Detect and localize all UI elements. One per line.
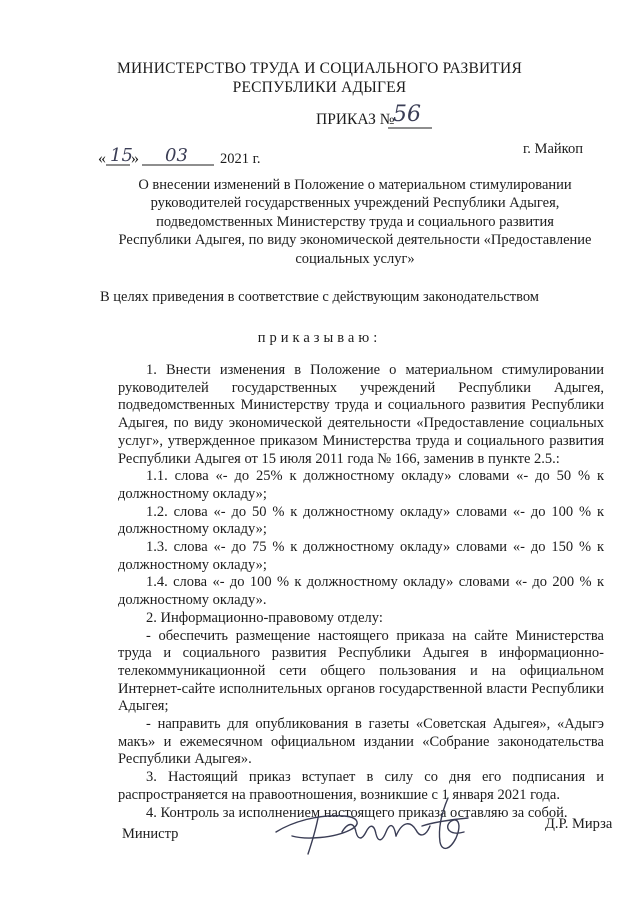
paragraph-4: 4. Контроль за исполнением настоящего приказа оставляю за собой. xyxy=(146,804,568,821)
date-underline xyxy=(106,164,216,168)
paragraph-1-1: 1.1. слова «- до 25% к должностному окладу» словами «- до 50 % к должностному окладу»; xyxy=(118,468,604,502)
order-word: приказываю: xyxy=(257,330,382,346)
date-close-quote: » xyxy=(131,150,139,167)
paragraph-2: 2. Информационно-правовому отделу: xyxy=(146,609,383,626)
paragraph-2-item-2: - направить для опубликования в газеты «Советская Адыгея», «Адыгэ макъ» и ежемесячном официальном издании «Собрание законодательства Республики Адыгея». xyxy=(118,716,604,768)
signatory-name: Д.Р. Мирза xyxy=(545,816,613,832)
paragraph-1-3: 1.3. слова «- до 75 % к должностному окладу» словами «- до 150 % к должностному окладу»; xyxy=(118,539,604,573)
handwritten-signature xyxy=(272,792,472,862)
paragraph-3: 3. Настоящий приказ вступает в силу со дня его подписания и распространяется на правоотношения, возникшие с 1 января 2021 года. xyxy=(118,769,604,803)
order-number-underline xyxy=(388,127,434,131)
paragraph-2-item-1: - обеспечить размещение настоящего приказа на сайте Министерства труда и социального развития Республики Адыгея в информационно-телекоммуникационной сети общего пользования и на официальном Интернет-сайте исполнительных органов государственной власти Республики Адыгея; xyxy=(118,627,604,715)
date-month: 03 xyxy=(165,145,188,166)
order-subject: О внесении изменений в Положение о материальном стимулировании руководителей государственных учреждений Республики Адыгея, подведомственных Министерству труда и социального развития Республики Адыгея, по виду экономической деятельности «Предоставление социальных услуг» xyxy=(118,177,592,267)
order-body xyxy=(118,362,604,822)
ministry-name-line2: РЕСПУБЛИКИ АДЫГЕЯ xyxy=(232,79,407,96)
paragraph-1: 1. Внести изменения в Положение о материальном стимулировании руководителей государственных учреждений Республики Адыгея, подведомственных Министерству труда и социального развития Республики Адыгея, по виду экономической деятельности «Предоставление социальных услуг», утвержденное приказом Министерства труда и социального развития Республики Адыгея от 15 июля 2011 года № 166, заменив в пункте 2.5.: xyxy=(118,362,604,467)
order-number: 56 xyxy=(393,102,421,127)
order-label: ПРИКАЗ № xyxy=(316,111,395,128)
preamble: В целях приведения в соответствие с действующим законодательством xyxy=(100,289,539,305)
city: г. Майкоп xyxy=(523,141,583,157)
date-day: 15 xyxy=(110,145,133,166)
signatory-title: Министр xyxy=(122,826,179,842)
paragraph-1-2: 1.2. слова «- до 50 % к должностному окладу» словами «- до 100 % к должностному окладу»; xyxy=(118,503,604,538)
ministry-name-line1: МИНИСТЕРСТВО ТРУДА И СОЦИАЛЬНОГО РАЗВИТИЯ xyxy=(117,60,522,77)
paragraph-1-4: 1.4. слова «- до 100 % к должностному окладу» словами «- до 200 % к должностному окладу». xyxy=(118,574,604,609)
date-open-quote: « xyxy=(98,150,106,167)
date-year: 2021 г. xyxy=(220,151,261,167)
